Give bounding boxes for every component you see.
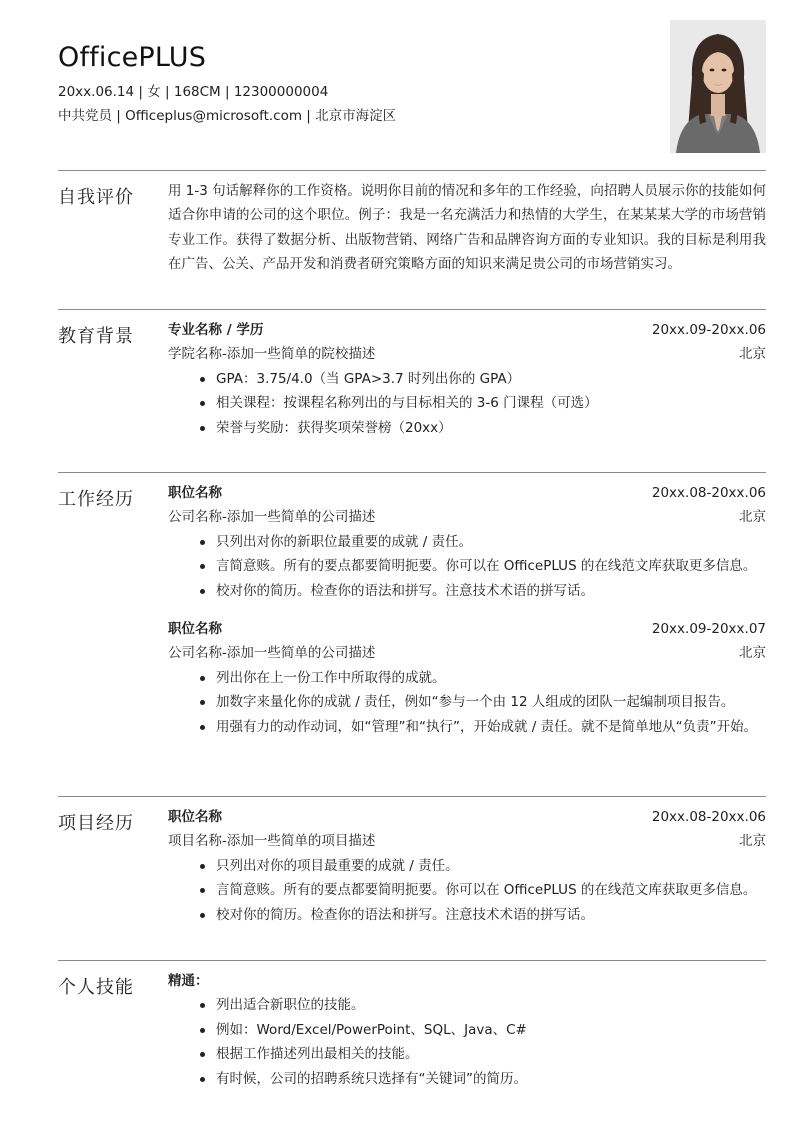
project-name: 项目名称-添加一些简单的项目描述 [168, 833, 376, 850]
list-item: 言简意赅。所有的要点都要简明扼要。你可以在 OfficePLUS 的在线范文库获取更多信息。 [198, 554, 766, 578]
position-title: 职位名称 [168, 621, 222, 638]
location: 北京 [739, 645, 766, 662]
section-body [168, 481, 766, 739]
skills-heading: 精通： [168, 973, 209, 989]
date-range: 20xx.08-20xx.06 [651, 485, 766, 501]
school-name: 学院名称-添加一些简单的院校描述 [168, 346, 376, 363]
bullet-list [168, 367, 766, 440]
candidate-name: OfficePLUS [58, 42, 207, 73]
list-item: 只列出对你的项目最重要的成就 / 责任。 [198, 854, 766, 878]
location: 北京 [739, 833, 766, 850]
list-item: 用强有力的动作动词，如“管理”和“执行”，开始成就 / 责任。就不是简单地从“负责”开始。 [198, 715, 766, 739]
education-entry [168, 318, 766, 440]
portrait-image [670, 20, 766, 153]
entry-subheader-row [168, 829, 766, 853]
major-degree: 专业名称 / 学历 [168, 322, 264, 338]
list-item: 根据工作描述列出最相关的技能。 [198, 1042, 766, 1066]
section-body [168, 969, 766, 1091]
section-title: 个人技能 [58, 977, 134, 998]
work-experience-section [58, 472, 766, 795]
entry-header-row [168, 805, 766, 829]
section-body [168, 318, 766, 440]
section-title: 教育背景 [58, 326, 134, 347]
list-item: 列出你在上一份工作中所取得的成就。 [198, 666, 766, 690]
position-title: 职位名称 [168, 485, 222, 501]
entry-subheader-row [168, 505, 766, 529]
list-item: 只列出对你的新职位最重要的成就 / 责任。 [198, 530, 766, 554]
location: 北京 [739, 346, 766, 363]
self-evaluation-section [58, 170, 766, 308]
company-name: 公司名称-添加一些简单的公司描述 [168, 645, 376, 662]
skills-section [58, 960, 766, 1110]
personal-info-line-2: 中共党员 | Officeplus@microsoft.com | 北京市海淀区 [58, 108, 397, 124]
job-entry [168, 481, 766, 603]
project-experience-section [58, 796, 766, 959]
entry-header-row [168, 617, 766, 641]
section-body [168, 805, 766, 927]
section-title: 自我评价 [58, 187, 134, 208]
personal-info-line-1: 20xx.06.14 | 女 | 168CM | 12300000004 [58, 84, 329, 100]
section-title: 项目经历 [58, 813, 134, 834]
entry-subheader-row [168, 641, 766, 665]
entry-subheader-row [168, 342, 766, 366]
company-name: 公司名称-添加一些简单的公司描述 [168, 509, 376, 526]
list-item: 校对你的简历。检查你的语法和拼写。注意技术术语的拼写话。 [198, 903, 766, 927]
list-item: 列出适合新职位的技能。 [198, 993, 766, 1017]
resume-header [58, 40, 658, 128]
section-body [168, 179, 766, 277]
date-range: 20xx.08-20xx.06 [651, 809, 766, 825]
list-item: 加数字来量化你的成就 / 责任，例如“参与一个由 12 人组成的团队一起编制项目报告。 [198, 690, 766, 714]
section-title: 工作经历 [58, 489, 134, 510]
project-entry [168, 805, 766, 927]
position-title: 职位名称 [168, 809, 222, 825]
entry-header-row [168, 318, 766, 342]
location: 北京 [739, 509, 766, 526]
job-entry [168, 617, 766, 739]
list-item: 有时候，公司的招聘系统只选择有“关键词”的简历。 [198, 1067, 766, 1091]
date-range: 20xx.09-20xx.07 [651, 621, 766, 638]
list-item: 荣誉与奖励：获得奖项荣誉榜（20xx） [198, 416, 766, 440]
list-item: GPA：3.75/4.0（当 GPA>3.7 时列出你的 GPA） [198, 367, 766, 391]
bullet-list [168, 854, 766, 927]
bullet-list [168, 666, 766, 739]
list-item: 言简意赅。所有的要点都要简明扼要。你可以在 OfficePLUS 的在线范文库获取更多信息。 [198, 878, 766, 902]
profile-photo [670, 20, 766, 153]
date-range: 20xx.09-20xx.06 [651, 322, 766, 338]
skills-heading-row [168, 969, 766, 993]
education-section [58, 309, 766, 471]
bullet-list [168, 993, 766, 1091]
list-item: 校对你的简历。检查你的语法和拼写。注意技术术语的拼写话。 [198, 579, 766, 603]
entry-header-row [168, 481, 766, 505]
bullet-list [168, 530, 766, 603]
list-item: 例如：Word/Excel/PowerPoint、SQL、Java、C# [198, 1018, 766, 1042]
list-item: 相关课程：按课程名称列出的与目标相关的 3-6 门课程（可选） [198, 391, 766, 415]
self-evaluation-text: 用 1-3 句话解释你的工作资格。说明你目前的情况和多年的工作经验，向招聘人员展示你的技能如何适合你申请的公司的这个职位。例子：我是一名充满活力和热情的大学生，在某某某大学的市场营销专业工作。获得了数据分析、出版物营销、网络广告和品牌咨询方面的专业知识。我的目标是利用我在广告、公关、产品开发和消费者研究策略方面的知识来满足贵公司的市场营销实习。 [168, 183, 766, 273]
